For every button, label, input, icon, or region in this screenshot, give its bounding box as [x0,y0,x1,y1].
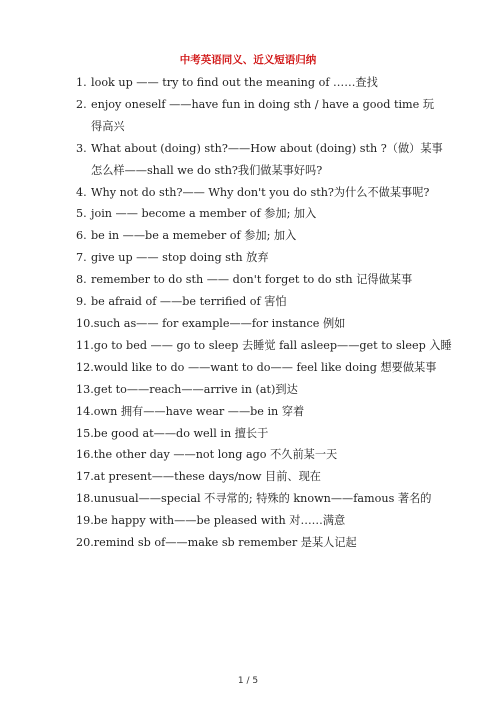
item-text: remember to do sth —— don't forget to do sth 记得做某事 [91,273,413,287]
list-item [76,379,436,401]
item-number: 10. [76,316,94,330]
list-item [76,466,436,488]
list-item [76,269,436,291]
item-text: give up —— stop doing sth 放弃 [91,251,269,265]
item-number: 19. [76,514,94,528]
item-text: would like to do ——want to do—— feel like doing 想要做某事 [93,360,437,374]
list-item [76,291,436,313]
item-text: be afraid of ——be terrified of 害怕 [91,295,287,309]
list-item [76,401,436,423]
list-item [76,138,443,182]
item-number: 11. [76,338,94,352]
item-number: 18. [76,492,94,506]
item-number: 12. [76,360,94,374]
phrase-list [76,72,452,554]
item-number: 13. [76,382,94,396]
item-text: such as—— for example——for instance 例如 [93,316,346,330]
item-text: unusual——special 不寻常的; 特殊的 known——famous 著名的 [93,492,432,506]
item-number: 7. [76,251,87,265]
page-number: 1 / 5 [237,676,259,686]
item-text: at present——these days/now 目前、现在 [93,470,321,484]
list-item [76,225,436,247]
list-item [76,510,436,532]
item-text: own 拥有——have wear ——be in 穿着 [93,404,305,418]
item-text-continued: 怎么样——shall we do sth?我们做某事好吗? [91,163,323,177]
list-item [76,423,436,445]
item-text: look up —— try to find out the meaning of ……查找 [91,76,378,89]
item-number: 1. [76,76,87,89]
item-text-continued: 得高兴 [91,119,125,133]
item-text: What about (doing) sth?——How about (doing) sth ?（做）某事 [91,141,443,155]
list-item [76,357,436,379]
page-title: 中考英语同义、近义短语归纳 [179,54,317,66]
item-text: the other day ——not long ago 不久前某一天 [93,448,338,462]
item-number: 5. [76,207,87,221]
item-number: 17. [76,470,94,484]
item-number: 20. [76,536,94,550]
list-item [76,444,436,466]
item-text: be happy with——be pleased with 对……满意 [93,514,346,528]
item-text: get to——reach——arrive in (at)到达 [93,382,298,396]
item-number: 16. [76,448,94,462]
item-number: 8. [76,273,87,287]
item-number: 9. [76,295,87,309]
list-item [76,247,436,269]
item-text: be in ——be a memeber of 参加; 加入 [91,229,297,243]
item-number: 14. [76,404,94,418]
list-item [76,182,436,204]
item-text: be good at——do well in 擅长于 [93,426,269,440]
item-text: go to bed —— go to sleep 去睡觉 fall asleep——get to sleep 入睡 [93,338,452,352]
list-item [76,313,436,335]
item-text: remind sb of——make sb remember 是某人记起 [93,536,357,550]
item-number: 4. [76,185,87,199]
list-item [76,335,452,357]
item-number: 6. [76,229,87,243]
item-text: enjoy oneself ——have fun in doing sth / have a good time 玩 [91,97,435,111]
list-item [76,94,436,138]
item-text: join —— become a member of 参加; 加入 [91,207,317,221]
list-item [76,203,436,225]
item-text: Why not do sth?—— Why don't you do sth?为什么不做某事呢? [91,185,430,199]
list-item [76,488,436,510]
list-item [76,72,436,94]
item-number: 2. [76,97,87,111]
item-number: 15. [76,426,94,440]
list-item [76,532,436,554]
item-number: 3. [76,141,87,155]
